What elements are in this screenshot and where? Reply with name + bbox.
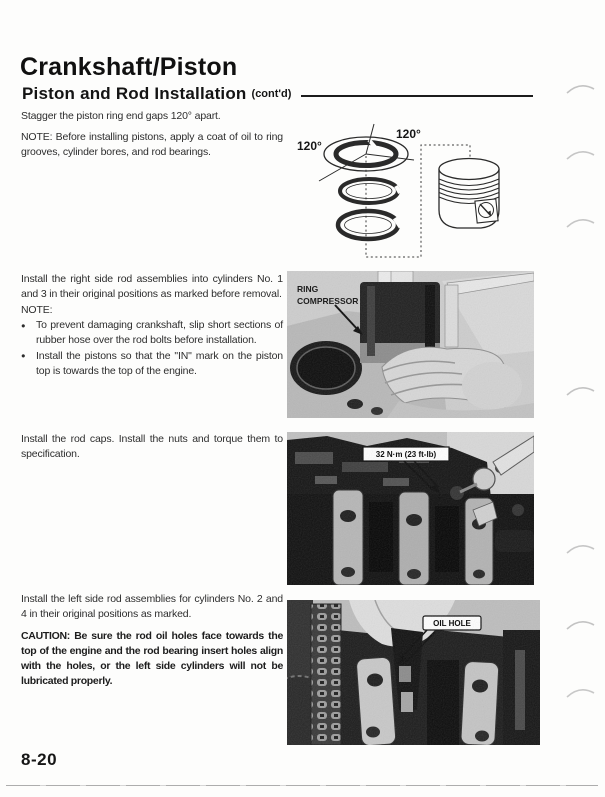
scan-edge-line — [6, 785, 598, 786]
note-oil-coat: NOTE: Before installing pistons, apply a coat of oil to ring grooves, cylinder bores, and rod bearings. — [21, 131, 283, 158]
ring-compressor-label-line2: COMPRESSOR — [297, 296, 359, 306]
photo-ring-compressor — [287, 271, 534, 418]
oil-hole-label: OIL HOLE — [433, 619, 471, 628]
binding-mark-icon — [565, 146, 597, 162]
caution-label: CAUTION: — [21, 630, 70, 642]
bullet-icon: ● — [21, 320, 26, 330]
photo-oil-hole-image — [287, 600, 540, 745]
bullet-2-text: Install the pistons so that the "IN" mark on the piston top is towards the top of the engine. — [36, 349, 283, 377]
paragraph-left-side-rods: Install the left side rod assemblies for cylinders No. 2 and 4 in their original positions as marked. — [21, 593, 283, 620]
binding-mark-icon — [565, 540, 597, 556]
paragraph-stagger-gaps: Stagger the piston ring end gaps 120° apart. — [21, 110, 221, 122]
torque-label: 32 N·m (23 ft-lb) — [375, 450, 437, 459]
angle-label-top-left: 120° — [297, 139, 322, 153]
photo-ring-compressor-image — [287, 271, 534, 418]
paragraph-rod-caps: Install the rod caps. Install the nuts and torque them to specification. — [21, 433, 283, 460]
caution-paragraph — [21, 629, 283, 689]
ring-gap-diagram-image — [293, 122, 565, 270]
note2-bullet-2 — [21, 349, 283, 379]
note2-bullet-1 — [21, 318, 283, 348]
binding-mark-icon — [565, 382, 597, 398]
ring-compressor-label-line1: RING — [297, 284, 319, 294]
bullet-icon: ● — [21, 351, 26, 361]
ring-gap-diagram — [293, 122, 565, 270]
photo-torque-rod-nuts-image — [287, 432, 534, 585]
binding-mark-icon — [565, 80, 597, 96]
note2-heading: NOTE: — [21, 304, 53, 316]
section-heading-row — [22, 84, 533, 104]
heading-rule — [301, 95, 533, 98]
section-title: Piston and Rod Installation — [22, 84, 247, 103]
caution-text: Be sure the rod oil holes face towards the top of the engine and the rod bearing insert holes align with the holes, or the left side cylinders will not be lubricated properly. — [21, 630, 283, 687]
binding-mark-icon — [565, 616, 597, 632]
paragraph-right-side-rods: Install the right side rod assemblies into cylinders No. 1 and 3 in their original positions as marked before removal. — [21, 273, 283, 300]
page-title: Crankshaft/Piston — [20, 53, 238, 81]
angle-label-top-right: 120° — [396, 127, 421, 141]
binding-mark-icon — [565, 214, 597, 230]
photo-torque-rod-nuts — [287, 432, 534, 585]
binding-mark-icon — [565, 684, 597, 700]
section-title-contd: (cont'd) — [251, 88, 292, 100]
bullet-1-text: To prevent damaging crankshaft, slip short sections of rubber hose over the rod bolts before installation. — [36, 319, 283, 346]
page-number: 8-20 — [21, 750, 58, 769]
note2-bullet-list — [21, 317, 283, 379]
photo-oil-hole — [287, 600, 540, 745]
